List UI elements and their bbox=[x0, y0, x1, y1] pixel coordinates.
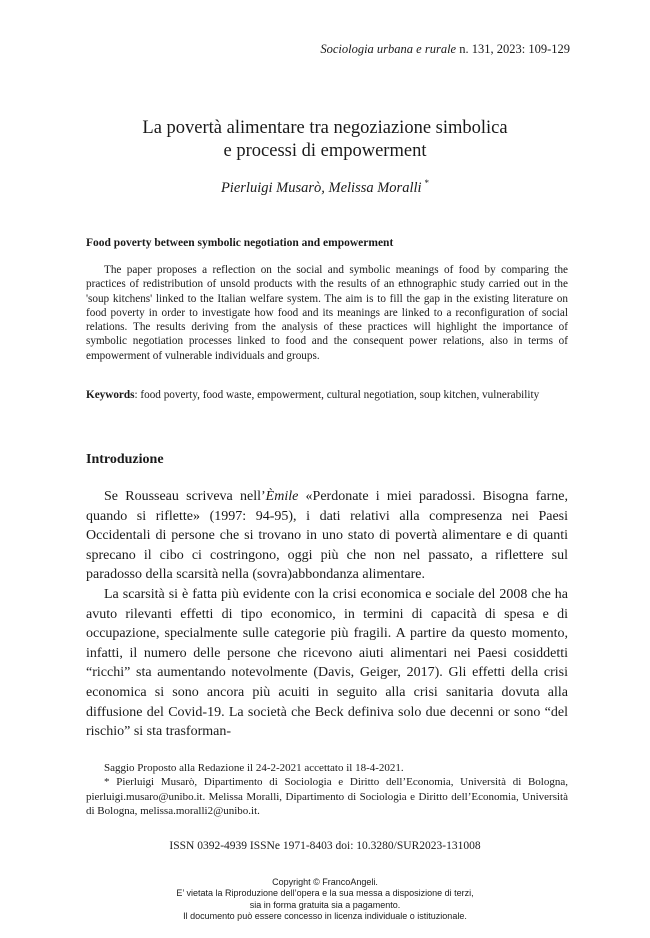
paragraph-1-rest: «Perdonate i miei paradossi. Bisogna farne, quando si riflette» (1997: 94-95), i dati relativi alla compresenza nei Paesi Occidentali di persone che si trovano in uno stato di povertà alimentare e di quanti sprecano il cibo ci costringono, oggi più che non nel passato, a riflettere sul paradosso della scarsità nella (sovra)abbondanza alimentare. bbox=[86, 489, 568, 583]
footnotes bbox=[86, 761, 568, 818]
copyright-line-1: Copyright © FrancoAngeli. bbox=[272, 877, 378, 887]
copyright-line-4: Il documento può essere concesso in licenza individuale o istituzionale. bbox=[183, 911, 467, 922]
paragraph-1 bbox=[86, 487, 568, 585]
keywords-list: : food poverty, food waste, empowerment, cultural negotiation, soup kitchen, vulnerability bbox=[134, 389, 540, 401]
journal-issue: n. 131, 2023: 109-129 bbox=[456, 42, 570, 56]
footnote-submission: Saggio Proposto alla Redazione il 24-2-2021 accettato il 18-4-2021. bbox=[104, 762, 404, 774]
footnote-affiliation: * Pierluigi Musarò, Dipartimento di Sociologia e Diritto dell’Economia, Università di Bologna, pierluigi.musaro@unibo.it. Melissa Moralli, Dipartimento di Sociologia e Diritto dell’Economia, Università di Bologna, melissa.moralli2@unibo.it. bbox=[86, 776, 568, 817]
abstract-title: Food poverty between symbolic negotiation and empowerment bbox=[86, 237, 394, 249]
authors-names: Pierluigi Musarò, Melissa Moralli bbox=[220, 180, 422, 196]
introduction-body bbox=[86, 487, 568, 742]
copyright-line-2: E’ vietata la Riproduzione dell’opera e la sua messa a disposizione di terzi, bbox=[176, 888, 474, 899]
copyright-line-3: sia in forma gratuita sia a pagamento. bbox=[249, 899, 401, 910]
paragraph-1-start: Se Rousseau scriveva nell’ bbox=[104, 489, 266, 504]
section-heading-introduzione: Introduzione bbox=[86, 452, 164, 467]
paragraph-2: La scarsità si è fatta più evidente con la crisi economica e sociale del 2008 che ha avuto rilevanti effetti di tipo economico, in termini di capacità di spesa e di occupazione, specialmente sulle categorie più fragili. A partire da questo momento, infatti, il numero delle persone che ricevono aiuti alimentari nei Paesi cosiddetti “ricchi” sta aumentando notevolmente (Davis, Geiger, 2017). Gli effetti della crisi economica si sono ancora più acuiti in seguito alla crisi sanitaria dovuta alla diffusione del Covid-19. La società che Beck definiva solo due decenni or sono “del rischio” si sta trasforman- bbox=[86, 586, 568, 740]
article-title-line-1: La povertà alimentare tra negoziazione simbolica bbox=[142, 118, 508, 138]
paragraph-1-emile: Èmile bbox=[265, 489, 299, 504]
keywords bbox=[86, 388, 568, 402]
article-title bbox=[60, 117, 590, 163]
journal-reference bbox=[320, 42, 570, 57]
copyright-notice bbox=[0, 877, 650, 923]
article-title-line-2: e processi di empowerment bbox=[223, 141, 427, 161]
author-footnote-mark: * bbox=[424, 178, 430, 188]
article-authors bbox=[60, 178, 590, 197]
keywords-label: Keywords bbox=[86, 389, 135, 401]
journal-name: Sociologia urbana e rurale bbox=[320, 42, 457, 56]
abstract-text: The paper proposes a reflection on the social and symbolic meanings of food by comparing the practices of redistribution of unsold products with the results of an ethnographic study carried out in the 'soup kitchens' linked to the Italian welfare system. The aim is to fill the gap in the existing literature on food poverty in order to investigate how food and its meanings are linked to a reconfiguration of social relations. The results deriving from the analysis of these practices will highlight the importance of symbolic negotiation processes linked to food and the consequent power relations, also in terms of empowerment of vulnerable individuals and groups. bbox=[86, 264, 568, 362]
issn-doi-line: ISSN 0392-4939 ISSNe 1971-8403 doi: 10.3280/SUR2023-131008 bbox=[169, 840, 481, 852]
